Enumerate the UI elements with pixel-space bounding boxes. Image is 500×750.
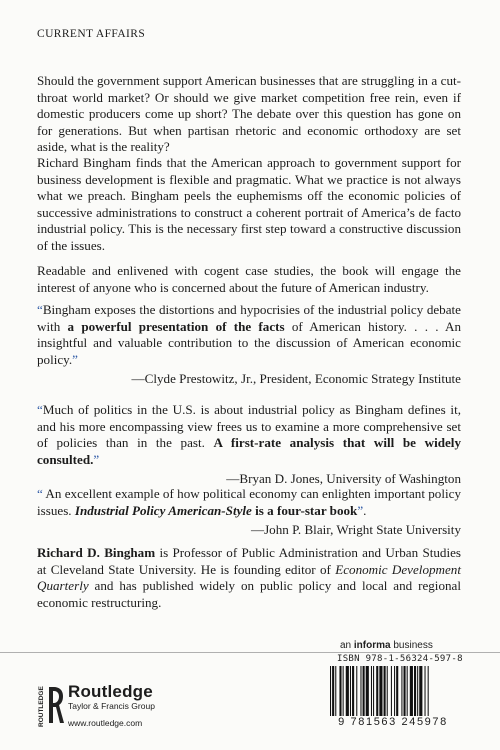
paragraph-text: Richard Bingham finds that the American approach to government support for business development is flexible and pragmatic. What we practice is not always what we preach. Bingham peels the euphemisms off the economic policies of successive administrations to construct a coherent portrait of America’s de facto industrial policy. This is the necessary first step toward a constructive discussion of the issues. xyxy=(37,155,461,253)
author-name: Richard D. Bingham xyxy=(37,545,156,560)
barcode-bar xyxy=(407,666,408,720)
barcode-number: 9 781563 245978 xyxy=(326,716,460,728)
barcode-bar xyxy=(387,666,388,720)
endorsement-quote-2 xyxy=(37,402,461,488)
endorsement-quote-3 xyxy=(37,486,461,539)
close-quote-mark: ” xyxy=(357,502,364,518)
barcode-bar xyxy=(376,666,378,720)
quote-text: Bingham exposes the distortions and hypocrisies of the industrial policy debate with xyxy=(37,302,461,334)
journal-title: Economic Development Quarterly xyxy=(37,561,461,594)
quote-highlight: a powerful presentation of the facts xyxy=(67,318,285,334)
barcode-bar xyxy=(343,666,344,720)
bio-text: and has published widely on public policy and local and regional economic restructuring. xyxy=(37,578,461,610)
barcode-bar xyxy=(414,666,416,720)
quote-highlight: A first-rate analysis that will be widely consulted. xyxy=(37,435,461,467)
barcode-bar xyxy=(428,666,429,720)
quote-text: of American history. . . . An insightful and valuable contribution to the discussion of American economic policy. xyxy=(37,318,461,367)
description-paragraph-2 xyxy=(37,155,461,255)
quote-text: . xyxy=(363,502,367,518)
paragraph-text: Should the government support American businesses that are struggling in a cut-throat world market? Or should we give market competition free rein, even if domestic producers come up short? The debate over this question has gone on for generations. But when partisan rhetoric and economic orthodoxy are set aside, what is the reality? xyxy=(37,73,461,155)
paragraph-text: Readable and enlivened with cogent case studies, the book will engage the interest of anyone who is concerned about the future of American industry. xyxy=(37,263,461,295)
barcode-bar xyxy=(339,666,341,720)
barcode-bar xyxy=(425,666,426,720)
tagline-suffix: business xyxy=(390,640,433,651)
barcode-bar xyxy=(346,666,349,720)
barcode-bar xyxy=(352,666,354,720)
barcode-bar xyxy=(404,666,406,720)
bio-text: is Professor of Public Administration and Urban Studies at Cleveland State University. He is founding editor of xyxy=(37,545,462,577)
footer-divider xyxy=(0,652,500,653)
routledge-logo-icon xyxy=(37,683,65,734)
barcode-bar xyxy=(410,666,413,720)
barcode-bar xyxy=(373,666,374,720)
barcode-bar xyxy=(356,666,357,720)
book-title: Industrial Policy American-Style xyxy=(74,502,252,518)
barcode-bars xyxy=(326,666,460,720)
barcode-bar xyxy=(394,666,395,720)
author-bio xyxy=(37,545,461,611)
barcode-bar xyxy=(401,666,402,720)
quote-attribution: —John P. Blair, Wright State University xyxy=(250,522,461,538)
barcode-bar xyxy=(363,666,365,720)
quote-attribution: —Bryan D. Jones, University of Washington xyxy=(226,471,461,487)
barcode-bar xyxy=(335,666,336,720)
open-quote-mark: “ xyxy=(37,486,43,501)
close-quote-mark: ” xyxy=(72,351,78,367)
barcode-bar xyxy=(330,666,331,720)
barcode-bar xyxy=(384,666,386,720)
barcode-bar xyxy=(417,666,418,720)
publisher-block xyxy=(68,683,155,712)
barcode-bar xyxy=(371,666,372,720)
close-quote-mark: ” xyxy=(93,451,100,467)
informa-brand: informa xyxy=(353,640,391,651)
publisher-name: Routledge xyxy=(68,682,153,701)
publisher-group: Taylor & Francis Group xyxy=(68,701,155,711)
barcode-bar xyxy=(360,666,361,720)
barcode-bar xyxy=(332,666,334,720)
quote-attribution: —Clyde Prestowitz, Jr., President, Economic Strategy Institute xyxy=(131,371,461,387)
quote-text: Much of politics in the U.S. is about industrial policy as Bingham defines it, and his more encompassing view frees us to examine a more comprehensive set of policies than in the past. xyxy=(37,402,461,451)
quote-highlight: is a four-star book xyxy=(251,502,358,518)
isbn-label: ISBN 978-1-56324-597-8 xyxy=(337,654,463,664)
quote-text: An excellent example of how political economy can enlighten important policy issues. xyxy=(37,486,461,518)
barcode-bar xyxy=(396,666,398,720)
publisher-website: www.routledge.com xyxy=(68,718,143,728)
endorsement-quote-1 xyxy=(37,302,461,388)
barcode-bar xyxy=(350,666,351,720)
barcode-bar xyxy=(366,666,369,720)
informa-tagline xyxy=(340,640,433,651)
open-quote-mark: “ xyxy=(37,302,43,317)
description-paragraph-1 xyxy=(37,73,461,156)
tagline-prefix: an xyxy=(340,640,354,651)
open-quote-mark: “ xyxy=(37,402,43,417)
category-label: CURRENT AFFAIRS xyxy=(37,28,146,40)
barcode-bar xyxy=(391,666,392,720)
barcode-bar xyxy=(419,666,422,720)
barcode-bar xyxy=(379,666,382,720)
logo-side-text: ROUTLEDGE xyxy=(38,686,45,727)
description-paragraph-3 xyxy=(37,263,461,296)
